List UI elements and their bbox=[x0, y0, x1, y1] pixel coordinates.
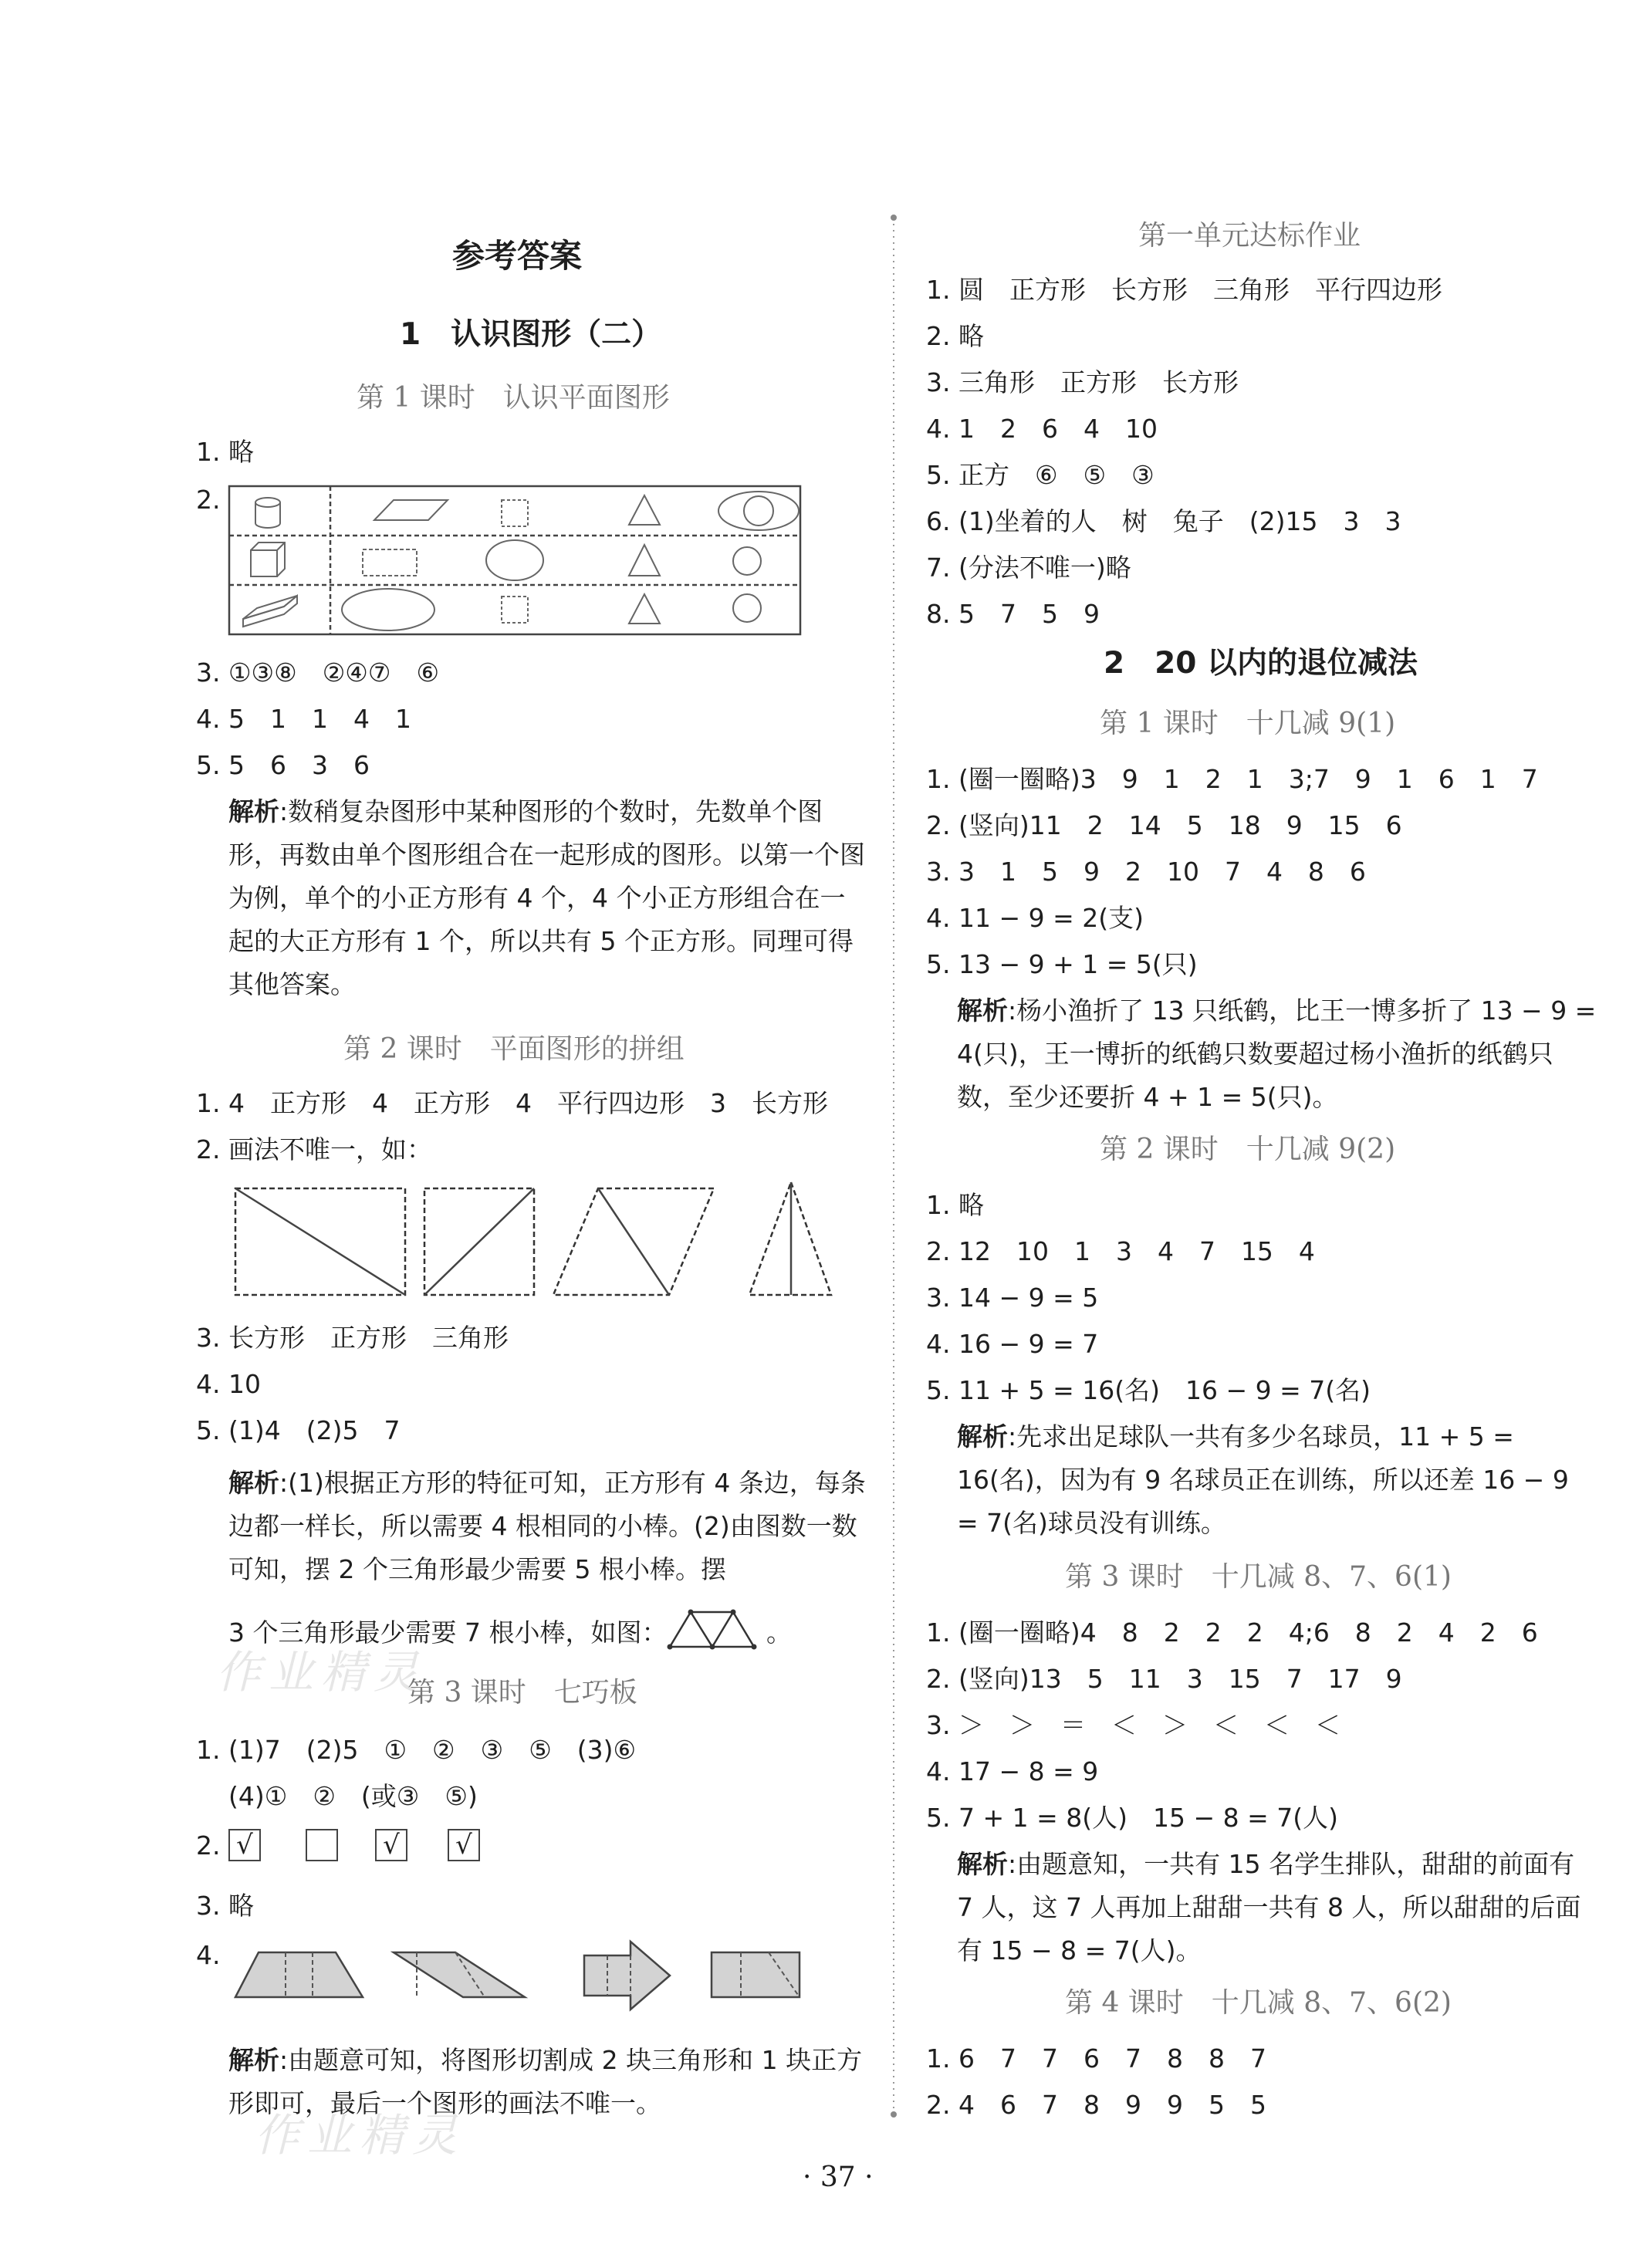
answer-line: 3. 14 − 9 = 5 bbox=[926, 1283, 1099, 1313]
lesson-heading: 第 3 课时 十几减 8、7、6(1) bbox=[1065, 1561, 1452, 1593]
answer-line: 4. 11 − 9 = 2(支) bbox=[926, 903, 1144, 933]
analysis-paragraph bbox=[957, 989, 1597, 1119]
answer-line: 1. 略 bbox=[926, 1190, 984, 1220]
analysis-text: :杨小渔折了 13 只纸鹤，比王一博多折了 13 − 9 = 4(只)，王一博折的纸鹤只数要超过杨小渔折的纸鹤只数，至少还要折 4 + 1 = 5(只)。 bbox=[957, 995, 1597, 1112]
answer-line: 2. (竖向)11 2 14 5 18 9 15 6 bbox=[926, 810, 1402, 840]
analysis-text: :数稍复杂图形中某种图形的个数时，先数单个图形，再数由单个图形组合在一起形成的图形。以第一个图为例，单个的小正方形有 4 个，4 个小正方形组合在一起的大正方形有 1 个，所以共有 5 个正方形。同理可得其他答案。 bbox=[228, 796, 865, 999]
answer-line: 2. (竖向)13 5 11 3 15 7 17 9 bbox=[926, 1664, 1402, 1694]
answer-line: 5. 正方 ⑥ ⑤ ③ bbox=[926, 460, 1154, 490]
answer-line: 1. (1)7 (2)5 ① ② ③ ⑤ (3)⑥ bbox=[196, 1735, 637, 1765]
answer-line: 2. 12 10 1 3 4 7 15 4 bbox=[926, 1236, 1315, 1266]
answer-line: 5. 13 − 9 + 1 = 5(只) bbox=[926, 949, 1198, 979]
analysis-label: 解析 bbox=[957, 1849, 1008, 1879]
lesson-heading: 第 1 课时 十几减 9(1) bbox=[1100, 708, 1396, 739]
lesson-heading: 第 3 课时 七巧板 bbox=[407, 1677, 637, 1709]
answer-line: 4. 16 − 9 = 7 bbox=[926, 1329, 1099, 1359]
answer-line: 3. ＞ ＞ ＝ ＜ ＞ ＜ ＜ ＜ bbox=[926, 1710, 1340, 1740]
section-heading: 第一单元达标作业 bbox=[1138, 220, 1361, 252]
check-box: √ bbox=[448, 1829, 480, 1861]
analysis-label: 解析 bbox=[957, 995, 1008, 1026]
answer-line: 5. 5 6 3 6 bbox=[196, 750, 370, 780]
analysis-text: :由题意知，一共有 15 名学生排队，甜甜的前面有 7 人，这 7 人再加上甜甜一共有 8 人，所以甜甜的后面有 15 − 8 = 7(人)。 bbox=[957, 1849, 1581, 1965]
answer-line: 2. 略 bbox=[926, 321, 984, 351]
lesson-heading: 第 4 课时 十几减 8、7、6(2) bbox=[1065, 1987, 1452, 2019]
watermark: 作业精灵 bbox=[216, 1646, 427, 1698]
lesson-heading: 第 2 课时 十几减 9(2) bbox=[1100, 1134, 1396, 1165]
analysis-text: 3 个三角形最少需要 7 根小棒，如图： bbox=[228, 1617, 668, 1648]
answer-line: 4. bbox=[196, 1940, 221, 1970]
answer-line: 1. 圆 正方形 长方形 三角形 平行四边形 bbox=[926, 275, 1442, 305]
analysis-text: :由题意可知，将图形切割成 2 块三角形和 1 块正方形即可，最后一个图形的画法不唯一。 bbox=[228, 2045, 863, 2118]
answer-line: 1. (圈一圈略)3 9 1 2 1 3;7 9 1 6 1 7 bbox=[926, 764, 1538, 794]
lesson-heading: 第 2 课时 平面图形的拼组 bbox=[343, 1033, 685, 1065]
answer-line: 2. bbox=[196, 485, 221, 515]
lesson-heading: 第 1 课时 认识平面图形 bbox=[357, 382, 670, 414]
answer-line: 2. bbox=[196, 1830, 221, 1861]
check-box: √ bbox=[375, 1829, 407, 1861]
answer-line: 3. 长方形 正方形 三角形 bbox=[196, 1323, 509, 1353]
answer-line: 4. 1 2 6 4 10 bbox=[926, 414, 1158, 444]
analysis-label: 解析 bbox=[228, 1468, 279, 1498]
analysis-text: :(1)根据正方形的特征可知，正方形有 4 条边，每条边都一样长，所以需要 4 根相同的小棒。(2)由图数一数可知，摆 2 个三角形最少需要 5 根小棒。摆 bbox=[228, 1468, 866, 1584]
answer-line: 1. 6 7 7 6 7 8 8 7 bbox=[926, 2043, 1266, 2074]
answer-line: 1. 略 bbox=[196, 437, 254, 467]
answer-line: 4. 10 bbox=[196, 1369, 261, 1399]
analysis-label: 解析 bbox=[228, 796, 279, 826]
answer-line: 5. (1)4 (2)5 7 bbox=[196, 1415, 401, 1445]
answer-line: 6. (1)坐着的人 树 兔子 (2)15 3 3 bbox=[926, 506, 1401, 536]
answer-line: 8. 5 7 5 9 bbox=[926, 599, 1100, 629]
analysis-text: :先求出足球队一共有多少名球员，11 + 5 = 16(名)，因为有 9 名球员正在训练，所以还差 16 − 9 = 7(名)球员没有训练。 bbox=[957, 1421, 1569, 1538]
answer-line: 3. 略 bbox=[196, 1891, 254, 1921]
answer-line: 3. 3 1 5 9 2 10 7 4 8 6 bbox=[926, 857, 1366, 887]
analysis-label: 解析 bbox=[228, 2045, 279, 2075]
answer-line: 2. 画法不唯一，如： bbox=[196, 1134, 432, 1164]
watermark: 作业精灵 bbox=[255, 2109, 465, 2162]
answer-line: 4. 17 − 8 = 9 bbox=[926, 1756, 1099, 1786]
analysis-text: 。 bbox=[766, 1617, 792, 1648]
page-title: 参考答案 bbox=[452, 237, 583, 275]
answer-line: 5. 11 + 5 = 16(名) 16 − 9 = 7(名) bbox=[926, 1375, 1371, 1405]
analysis-paragraph bbox=[957, 1415, 1597, 1545]
answer-line: 1. 4 正方形 4 正方形 4 平行四边形 3 长方形 bbox=[196, 1088, 828, 1118]
answer-line: (4)① ② (或③ ⑤) bbox=[228, 1781, 478, 1811]
unit-heading-2: 2 20 以内的退位减法 bbox=[1104, 646, 1418, 681]
answer-line: 4. 5 1 1 4 1 bbox=[196, 704, 411, 734]
page-number: · 37 · bbox=[803, 2162, 874, 2193]
answer-line: 2. 4 6 7 8 9 9 5 5 bbox=[926, 2090, 1266, 2120]
unit-heading-1: 1 认识图形（二） bbox=[400, 317, 662, 352]
answer-line: 3. ①③⑧ ②④⑦ ⑥ bbox=[196, 657, 440, 688]
answer-line: 7. (分法不唯一)略 bbox=[926, 553, 1131, 583]
answer-line: 1. (圈一圈略)4 8 2 2 2 4;6 8 2 4 2 6 bbox=[926, 1617, 1538, 1648]
analysis-label: 解析 bbox=[957, 1421, 1008, 1452]
answer-line: 5. 7 + 1 = 8(人) 15 − 8 = 7(人) bbox=[926, 1803, 1338, 1833]
answer-line: 3. 三角形 正方形 长方形 bbox=[926, 367, 1239, 397]
check-box: √ bbox=[228, 1829, 261, 1861]
analysis-paragraph bbox=[957, 1843, 1597, 1972]
